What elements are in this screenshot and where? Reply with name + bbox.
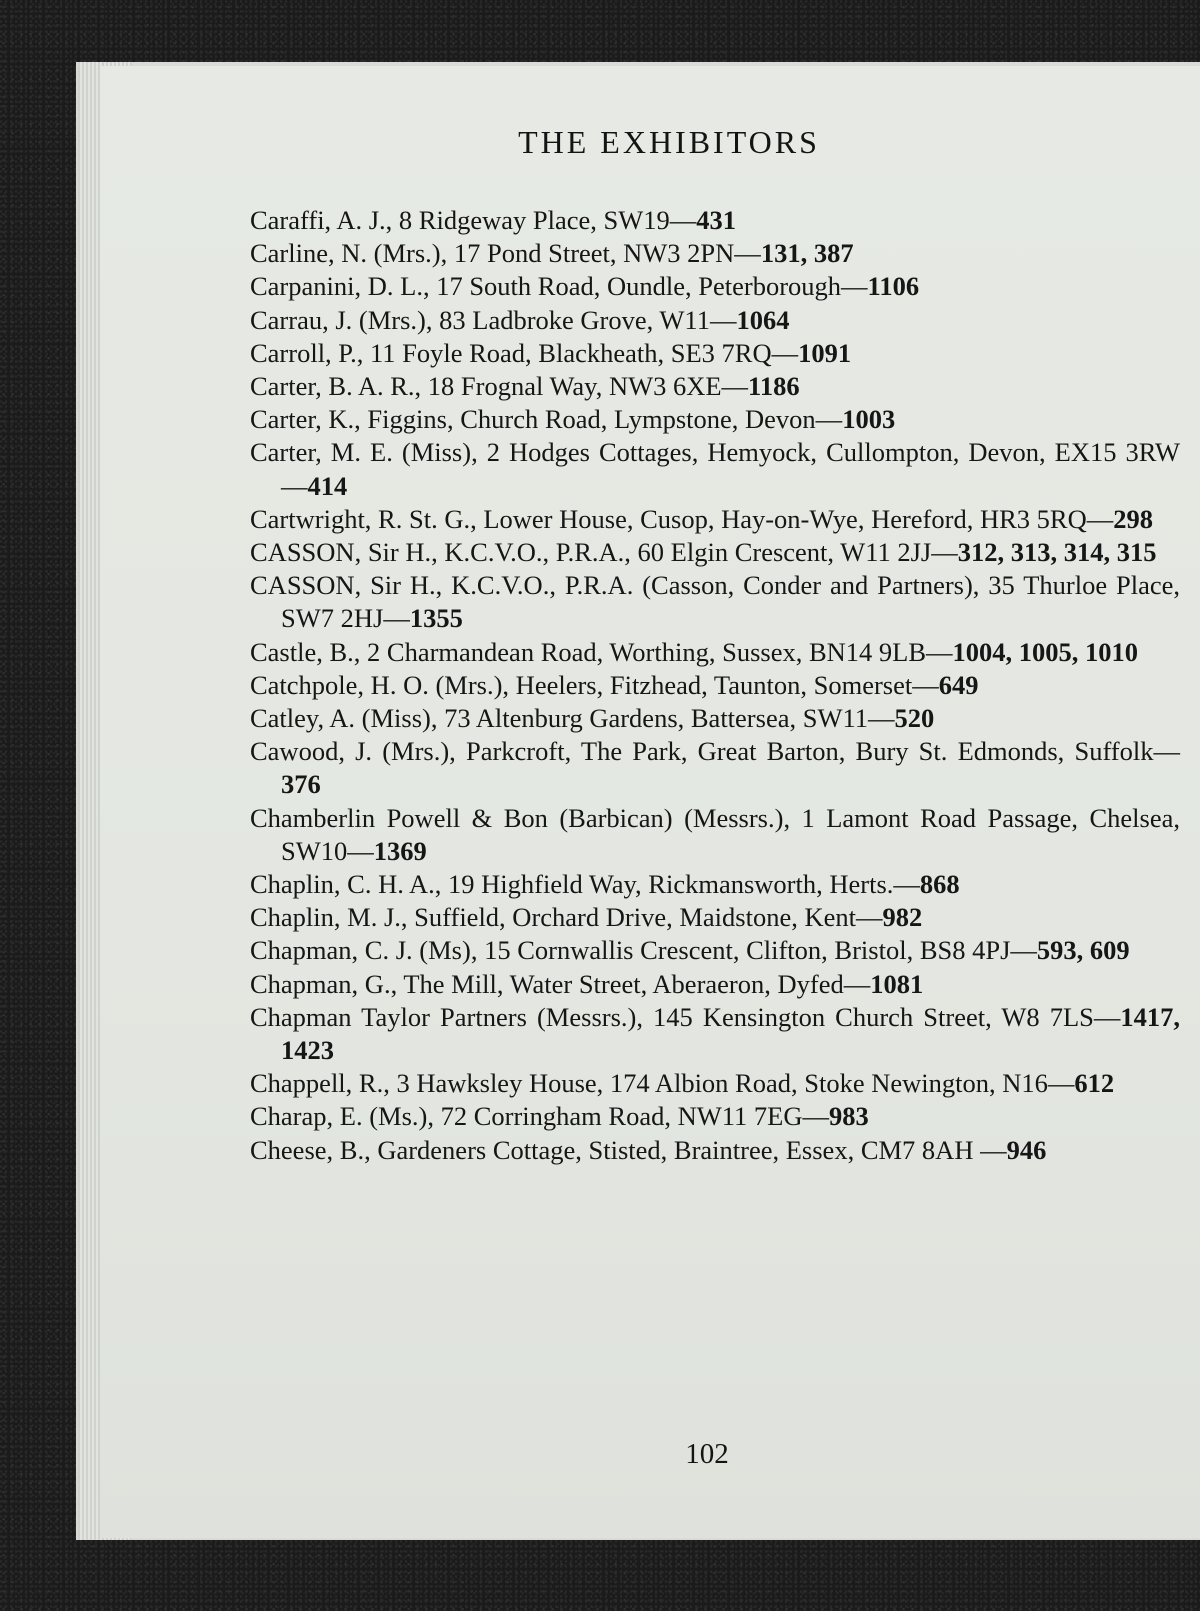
entry-text: Chaplin, M. J., Suffield, Orchard Drive, Maidstone, Kent— (250, 902, 883, 933)
list-item (250, 1067, 1180, 1100)
entry-text: Chamberlin Powell & Bon (Barbican) (Messrs.), 1 Lamont Road Passage, Chelsea, SW10— (250, 802, 1180, 866)
entry-numbers: 1064 (736, 304, 790, 335)
entry-numbers: 946 (1006, 1134, 1047, 1165)
entry-numbers: 1355 (409, 603, 463, 634)
entry-text: Catley, A. (Miss), 73 Altenburg Gardens, Battersea, SW11— (250, 703, 895, 734)
entry-numbers: 593, 609 (1036, 935, 1130, 966)
entry-text: CASSON, Sir H., K.C.V.O., P.R.A. (Casson, Conder and Partners), 35 Thurloe Place, SW7 2HJ— (250, 570, 1180, 634)
list-item (250, 968, 1180, 1001)
entry-text: Chapman, C. J. (Ms), 15 Cornwallis Crescent, Clifton, Bristol, BS8 4PJ— (250, 935, 1037, 966)
entry-numbers: 1081 (870, 968, 924, 999)
list-item (250, 569, 1180, 635)
entry-numbers: 431 (696, 205, 737, 235)
list-item (250, 934, 1180, 967)
entry-text: Cawood, J. (Mrs.), Parkcroft, The Park, Great Barton, Bury St. Edmonds, Suffolk— (250, 736, 1180, 767)
entry-numbers: 983 (828, 1101, 869, 1132)
list-item (250, 1134, 1180, 1167)
entry-text: Caraffi, A. J., 8 Ridgeway Place, SW19— (250, 205, 697, 235)
entry-numbers: 520 (894, 703, 935, 734)
list-item (250, 337, 1180, 370)
entry-text: Catchpole, H. O. (Mrs.), Heelers, Fitzhead, Taunton, Somerset— (250, 669, 939, 700)
entry-text: Cartwright, R. St. G., Lower House, Cusop, Hay-on-Wye, Hereford, HR3 5RQ— (250, 503, 1114, 534)
entry-text: Charap, E. (Ms.), 72 Corringham Road, NW11 7EG— (250, 1101, 829, 1132)
entry-numbers: 298 (1113, 503, 1153, 534)
entry-text: Carter, B. A. R., 18 Frognal Way, NW3 6XE— (250, 371, 749, 402)
entry-text: Chappell, R., 3 Hawksley House, 174 Albion Road, Stoke Newington, N16— (250, 1068, 1075, 1099)
entry-numbers: 1003 (842, 404, 896, 435)
entry-text: Carline, N. (Mrs.), 17 Pond Street, NW3 2PN— (250, 238, 761, 269)
entry-numbers: 1417, 1423 (281, 1001, 1180, 1066)
entry-numbers: 131, 387 (760, 238, 854, 269)
entry-numbers: 1004, 1005, 1010 (952, 636, 1139, 667)
entry-numbers: 1106 (867, 271, 920, 302)
list-item (250, 868, 1180, 901)
list-item (250, 735, 1180, 801)
exhibitor-list (250, 204, 1180, 1167)
entry-text: Carter, K., Figgins, Church Road, Lympstone, Devon— (250, 404, 843, 435)
entry-text: Chapman Taylor Partners (Messrs.), 145 Kensington Church Street, W8 7LS— (250, 1001, 1121, 1032)
list-item (250, 1100, 1180, 1133)
list-item (250, 503, 1180, 536)
list-item (250, 536, 1180, 569)
entry-numbers: 868 (919, 869, 960, 900)
list-item (250, 802, 1180, 868)
entry-numbers: 982 (882, 902, 923, 933)
entry-text: Carpanini, D. L., 17 South Road, Oundle, Peterborough— (250, 271, 868, 302)
entry-numbers: 312, 313, 314, 315 (957, 537, 1157, 568)
entry-numbers: 612 (1074, 1068, 1115, 1099)
list-item (250, 304, 1180, 337)
entry-text: Carter, M. E. (Miss), 2 Hodges Cottages, Hemyock, Cullompton, Devon, EX15 3RW— (250, 437, 1180, 501)
list-item (250, 901, 1180, 934)
list-item (250, 204, 1180, 237)
list-item (250, 270, 1180, 303)
list-item (250, 1001, 1180, 1067)
entry-text: Chapman, G., The Mill, Water Street, Aberaeron, Dyfed— (250, 968, 871, 999)
entry-text: Chaplin, C. H. A., 19 Highfield Way, Rickmansworth, Herts.— (250, 869, 920, 900)
entry-numbers: 376 (281, 769, 321, 800)
entry-text: Carrau, J. (Mrs.), 83 Ladbroke Grove, W11— (250, 304, 737, 335)
entry-numbers: 1186 (748, 371, 800, 402)
entry-numbers: 1091 (798, 337, 852, 368)
list-item (250, 370, 1180, 403)
page-number: 102 (685, 1438, 729, 1470)
entry-text: Cheese, B., Gardeners Cottage, Stisted, Braintree, Essex, CM7 8AH — (250, 1134, 1007, 1165)
entry-numbers: 1369 (373, 835, 427, 866)
list-item (250, 237, 1180, 270)
entry-numbers: 414 (307, 470, 348, 501)
list-item (250, 702, 1180, 735)
page-heading: THE EXHIBITORS (518, 124, 820, 160)
entry-text: CASSON, Sir H., K.C.V.O., P.R.A., 60 Elgin Crescent, W11 2JJ— (250, 537, 958, 568)
list-item (250, 669, 1180, 702)
entry-numbers: 649 (938, 669, 979, 700)
entry-text: Castle, B., 2 Charmandean Road, Worthing, Sussex, BN14 9LB— (250, 636, 953, 667)
list-item (250, 436, 1180, 502)
entry-text: Carroll, P., 11 Foyle Road, Blackheath, SE3 7RQ— (250, 337, 799, 368)
list-item (250, 403, 1180, 436)
list-item (250, 636, 1180, 669)
